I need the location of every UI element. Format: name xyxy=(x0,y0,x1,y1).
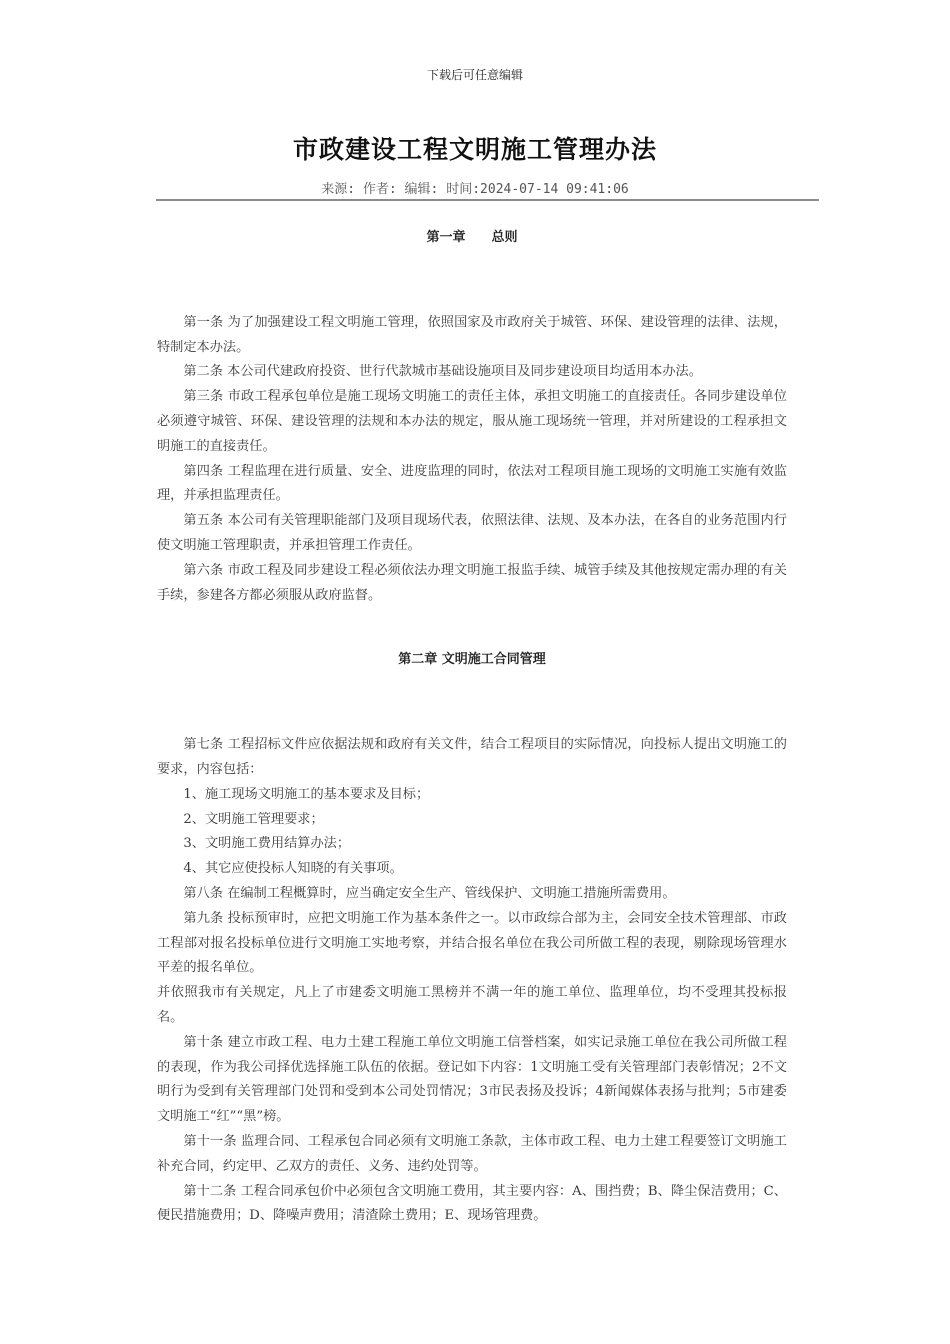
article-10: 第十条 建立市政工程、电力土建工程施工单位文明施工信誉档案，如实记录施工单位在我公司所做工程的表现，作为我公司择优选择施工队伍的依据。登记如下内容：1文明施工受有关管理部门表彰情况；2不文明行为受到有关管理部门处罚和受到本公司处罚情况；3市民表扬及投诉；4新闻媒体表扬与批判；5市建委文明施工“红”“黑”榜。 xyxy=(157,1034,787,1125)
article-2: 第二条 本公司代建政府投资、世行代款城市基础设施项目及同步建设项目均适用本办法。 xyxy=(183,364,702,380)
download-note: 下载后可任意编辑 xyxy=(426,68,523,82)
list-item-4: 4、其它应使投标人知晓的有关事项。 xyxy=(183,861,403,877)
article-9: 第九条 投标预审时，应把文明施工作为基本条件之一。以市政综合部为主，会同安全技术管理部、市政工程部对报名投标单位进行文明施工实地考察，并结合报名单位在我公司所做工程的表现，剔除现场管理水平差的报名单位。 xyxy=(157,910,787,976)
document-meta: 来源: 作者: 编辑: 时间:2024-07-14 09:41:06 xyxy=(321,182,629,197)
article-4: 第四条 工程监理在进行质量、安全、进度监理的同时，依法对工程项目施工现场的文明施工实施有效监理，并承担监理责任。 xyxy=(157,463,787,504)
article-1: 第一条 为了加强建设工程文明施工管理，依照国家及市政府关于城管、环保、建设管理的法律、法规，特制定本办法。 xyxy=(157,314,787,355)
article-5: 第五条 本公司有关管理职能部门及项目现场代表，依照法律、法规、及本办法，在各自的业务范围内行使文明施工管理职责，并承担管理工作责任。 xyxy=(157,513,787,553)
document-body xyxy=(157,226,787,1229)
chapter-2-heading: 第二章 文明施工合同管理 xyxy=(398,652,546,668)
list-item-2: 2、文明施工管理要求； xyxy=(183,811,324,827)
article-9-continued: 并依照我市有关规定，凡上了市建委文明施工黑榜并不满一年的施工单位、监理单位，均不受理其投标报名。 xyxy=(157,985,787,1025)
list-item-3: 3、文明施工费用结算办法； xyxy=(183,836,351,852)
article-6: 第六条 市政工程及同步建设工程必须依法办理文明施工报监手续、城管手续及其他按规定需办理的有关手续，参建各方都必须服从政府监督。 xyxy=(157,562,787,603)
document-title: 市政建设工程文明施工管理办法 xyxy=(292,135,657,164)
article-11: 第十一条 监理合同、工程承包合同必须有文明施工条款，主体市政工程、电力土建工程要签订文明施工补充合同，约定甲、乙双方的责任、义务、违约处罚等。 xyxy=(157,1133,787,1174)
article-3: 第三条 市政工程承包单位是施工现场文明施工的责任主体，承担文明施工的直接责任。各同步建设单位必须遵守城管、环保、建设管理的法规和本办法的规定，服从施工现场统一管理，并对所建设的工程承担文明施工的直接责任。 xyxy=(157,389,787,454)
article-7: 第七条 工程招标文件应依据法规和政府有关文件，结合工程项目的实际情况，向投标人提出文明施工的要求，内容包括： xyxy=(157,737,787,777)
article-8: 第八条 在编制工程概算时，应当确定安全生产、管线保护、文明施工措施所需费用。 xyxy=(183,885,676,901)
article-12: 第十二条 工程合同承包价中必须包含文明施工费用，其主要内容：A、围挡费；B、降尘保洁费用；C、便民措施费用；D、降噪声费用；清渣除土费用；E、现场管理费。 xyxy=(157,1183,787,1224)
list-item-1: 1、施工现场文明施工的基本要求及目标； xyxy=(183,786,430,802)
title-divider xyxy=(156,199,819,201)
chapter-1-heading: 第一章 总则 xyxy=(426,230,518,245)
